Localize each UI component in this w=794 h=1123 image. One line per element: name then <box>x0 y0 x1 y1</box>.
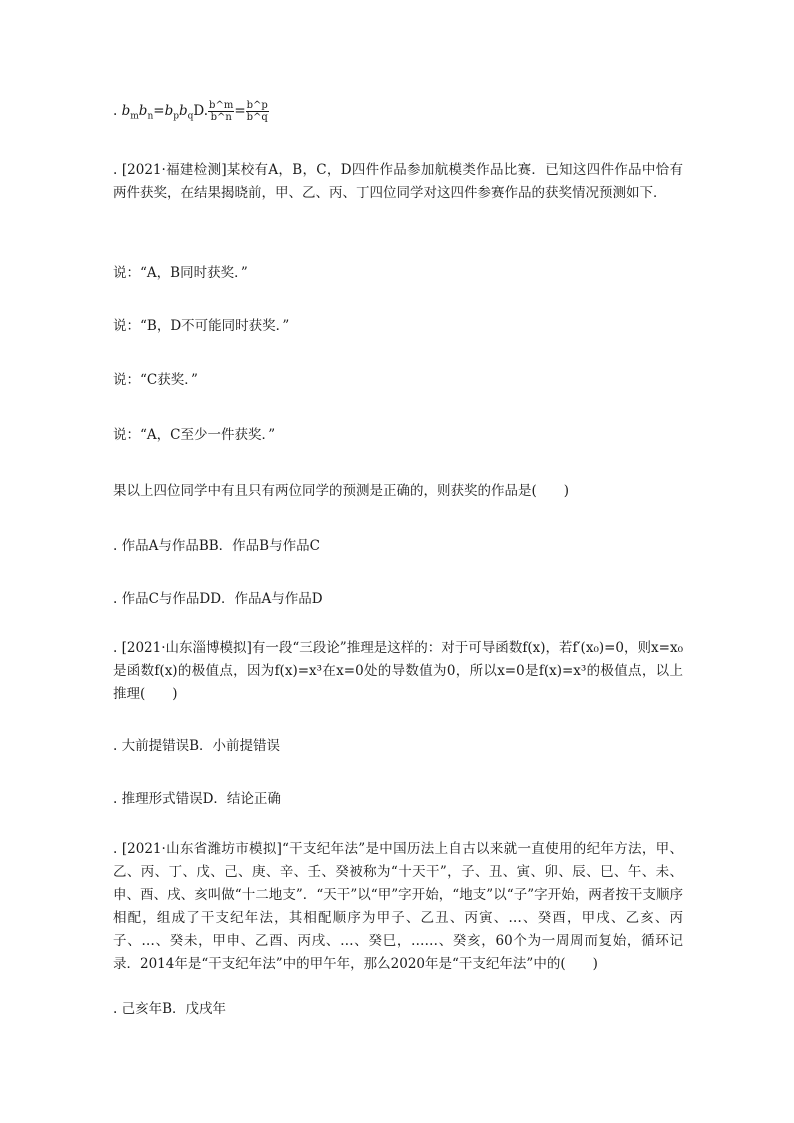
statement-3: 说：“C获奖．” <box>113 372 198 388</box>
fraction-numerator: b^m <box>209 100 234 111</box>
formula-equals: = <box>234 103 246 119</box>
question-award-intro: . [2021·福建检测]某校有A，B，C，D四件作品参加航模类作品比赛．已知这四件作品中恰有两件获奖，在结果揭晓前，甲、乙、丙、丁四位同学对这四件参赛作品的获奖情况预测如下． <box>113 162 683 201</box>
fraction-denominator: b^n <box>210 112 232 123</box>
option-prefix: . <box>113 103 122 119</box>
formula-text: b <box>138 103 148 119</box>
formula-subscript: p <box>173 111 179 122</box>
fraction-denominator: b^q <box>246 112 268 123</box>
formula-subscript: m <box>130 111 139 122</box>
options-ganzhi-ab: . 己亥年B．戊戌年 <box>113 1001 227 1017</box>
fraction-numerator: b^p <box>246 100 268 111</box>
formula-subscript: q <box>187 111 194 122</box>
formula-text: b <box>121 103 131 119</box>
question-ganzhi-intro: . [2021·山东省潍坊市模拟]“干支纪年法”是中国历法上自古以来就一直使用的纪年方法，甲、乙、丙、丁、戊、己、庚、辛、壬、癸被称为“十天干”，子、丑、寅、卯、辰、巳、午、未、申、酉、戌、亥叫做“十二地支”．“天干”以“甲”字开始，“地支”以“子”字开始，两者按干支顺序相配，组成了干支纪年法，其相配顺序为甲子、乙丑、丙寅、…、癸酉，甲戌、乙亥、丙子、…、癸未，甲申、乙酉、丙戌、…、癸巳，……、癸亥，60个为一周周而复始，循环记录．2014年是“干支纪年法”中的甲午年，那么2020年是“干支纪年法”中的( ) <box>113 841 683 972</box>
formula-subscript: n <box>147 111 154 122</box>
options-syllogism-cd: . 推理形式错误D．结论正确 <box>113 791 281 807</box>
options-award-ab: . 作品A与作品BB．作品B与作品C <box>113 538 320 554</box>
statement-4: 说：“A，C至少一件获奖．” <box>113 427 276 443</box>
option-line-formula <box>113 100 683 129</box>
formula-text: b <box>164 103 174 119</box>
options-award-cd: . 作品C与作品DD．作品A与作品D <box>113 591 323 607</box>
question-award-prompt: 果以上四位同学中有且只有两位同学的预测是正确的，则获奖的作品是( ) <box>113 483 570 499</box>
fraction-1 <box>208 100 234 123</box>
option-d-label: D. <box>193 103 209 119</box>
formula-equals: = <box>153 103 165 119</box>
statement-2: 说：“B，D不可能同时获奖．” <box>113 318 290 334</box>
statement-1: 说：“A，B同时获奖．” <box>113 265 248 281</box>
options-syllogism-ab: . 大前提错误B．小前提错误 <box>113 738 281 754</box>
question-syllogism-intro: . [2021·山东淄博模拟]有一段“三段论”推理是这样的：对于可导函数f(x)，若f′(x₀)=0，则x=x₀是函数f(x)的极值点，因为f(x)=x³在x=0处的导数值为0，所以x=0是f(x)=x³的极值点，以上推理( ) <box>113 640 683 702</box>
formula-text: b <box>178 103 188 119</box>
fraction-2 <box>246 100 269 123</box>
